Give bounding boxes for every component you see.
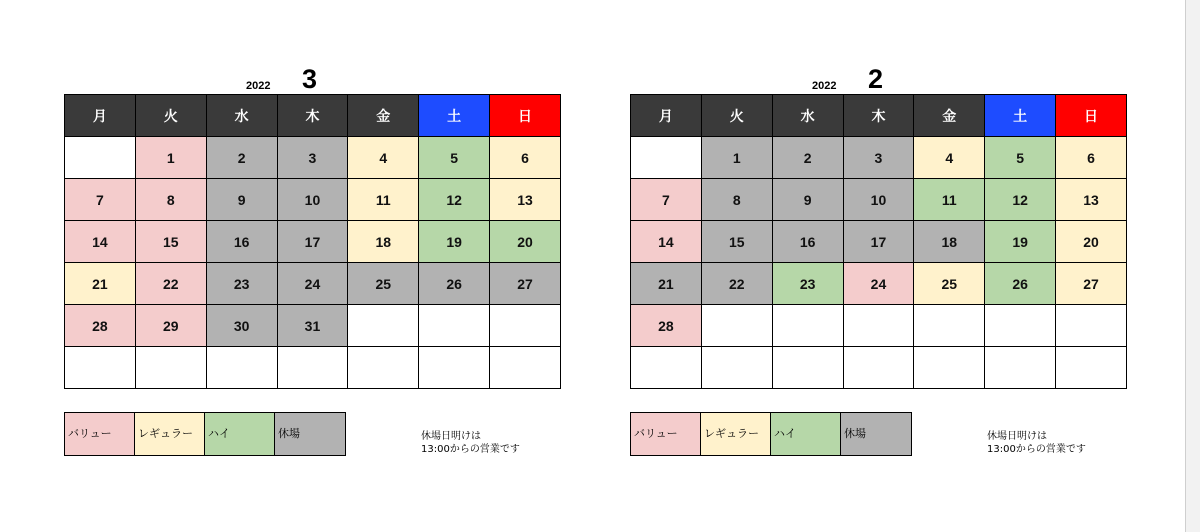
weekday-header: 火 [701, 95, 772, 137]
legend-value: バリュー [65, 413, 135, 455]
legend [630, 412, 912, 456]
week-row [631, 221, 1127, 263]
day-cell: 28 [65, 305, 136, 347]
day-cell: 21 [65, 263, 136, 305]
calendar-title [630, 58, 1127, 94]
weekday-header: 月 [65, 95, 136, 137]
day-cell: 10 [843, 179, 914, 221]
empty-day-cell [277, 347, 348, 389]
day-cell: 31 [277, 305, 348, 347]
calendar-march [64, 58, 561, 389]
day-cell: 8 [701, 179, 772, 221]
day-cell: 25 [348, 263, 419, 305]
note-line-2: 13:00からの営業です [421, 444, 520, 455]
day-cell: 26 [985, 263, 1056, 305]
week-row [65, 179, 561, 221]
empty-day-cell [65, 347, 136, 389]
legend-regular: レギュラー [135, 413, 205, 455]
empty-day-cell [985, 347, 1056, 389]
empty-day-cell [419, 347, 490, 389]
day-cell: 26 [419, 263, 490, 305]
weekday-header-row [65, 95, 561, 137]
day-cell: 17 [277, 221, 348, 263]
empty-day-cell [206, 347, 277, 389]
weekday-header-row [631, 95, 1127, 137]
calendar-body [65, 137, 561, 389]
day-cell: 22 [701, 263, 772, 305]
day-cell: 28 [631, 305, 702, 347]
legend-closed: 休場 [841, 413, 911, 455]
day-cell: 23 [206, 263, 277, 305]
week-row [65, 263, 561, 305]
day-cell: 11 [914, 179, 985, 221]
calendar-february [630, 58, 1127, 389]
day-cell: 2 [772, 137, 843, 179]
legend [64, 412, 346, 456]
day-cell: 6 [490, 137, 561, 179]
empty-day-cell [348, 305, 419, 347]
week-row [65, 221, 561, 263]
day-cell: 22 [135, 263, 206, 305]
day-cell: 17 [843, 221, 914, 263]
week-row [65, 137, 561, 179]
day-cell: 21 [631, 263, 702, 305]
week-row [631, 179, 1127, 221]
day-cell: 10 [277, 179, 348, 221]
empty-day-cell [914, 347, 985, 389]
day-cell: 5 [985, 137, 1056, 179]
weekday-header: 土 [985, 95, 1056, 137]
day-cell: 1 [701, 137, 772, 179]
weekday-header: 木 [843, 95, 914, 137]
calendar-grid [630, 94, 1127, 389]
day-cell: 29 [135, 305, 206, 347]
weekday-header: 火 [135, 95, 206, 137]
weekday-header: 水 [772, 95, 843, 137]
week-row [631, 137, 1127, 179]
day-cell: 18 [348, 221, 419, 263]
day-cell: 23 [772, 263, 843, 305]
day-cell: 2 [206, 137, 277, 179]
day-cell: 13 [490, 179, 561, 221]
day-cell: 7 [631, 179, 702, 221]
calendar-title [64, 58, 561, 94]
day-cell: 3 [277, 137, 348, 179]
empty-day-cell [490, 305, 561, 347]
weekday-header: 木 [277, 95, 348, 137]
week-row [65, 347, 561, 389]
legend-high: ハイ [771, 413, 841, 455]
empty-day-cell [1056, 347, 1127, 389]
empty-day-cell [843, 305, 914, 347]
day-cell: 1 [135, 137, 206, 179]
empty-day-cell [631, 347, 702, 389]
week-row [631, 305, 1127, 347]
day-cell: 14 [631, 221, 702, 263]
empty-day-cell [135, 347, 206, 389]
day-cell: 30 [206, 305, 277, 347]
calendar-month: 2 [868, 64, 884, 94]
empty-day-cell [701, 305, 772, 347]
calendar-grid [64, 94, 561, 389]
day-cell: 20 [1056, 221, 1127, 263]
legend-high: ハイ [205, 413, 275, 455]
calendar-body [631, 137, 1127, 389]
empty-day-cell [985, 305, 1056, 347]
calendar-month: 3 [302, 64, 318, 94]
note-line-2: 13:00からの営業です [987, 444, 1086, 455]
weekday-header: 日 [490, 95, 561, 137]
empty-day-cell [631, 137, 702, 179]
empty-day-cell [65, 137, 136, 179]
day-cell: 15 [135, 221, 206, 263]
day-cell: 24 [277, 263, 348, 305]
day-cell: 16 [772, 221, 843, 263]
day-cell: 14 [65, 221, 136, 263]
day-cell: 6 [1056, 137, 1127, 179]
day-cell: 16 [206, 221, 277, 263]
day-cell: 27 [1056, 263, 1127, 305]
empty-day-cell [419, 305, 490, 347]
day-cell: 12 [419, 179, 490, 221]
day-cell: 20 [490, 221, 561, 263]
day-cell: 9 [772, 179, 843, 221]
day-cell: 4 [348, 137, 419, 179]
day-cell: 25 [914, 263, 985, 305]
day-cell: 24 [843, 263, 914, 305]
day-cell: 11 [348, 179, 419, 221]
day-cell: 3 [843, 137, 914, 179]
weekday-header: 日 [1056, 95, 1127, 137]
day-cell: 18 [914, 221, 985, 263]
weekday-header: 土 [419, 95, 490, 137]
weekday-header: 月 [631, 95, 702, 137]
day-cell: 27 [490, 263, 561, 305]
empty-day-cell [490, 347, 561, 389]
weekday-header: 金 [914, 95, 985, 137]
day-cell: 19 [985, 221, 1056, 263]
empty-day-cell [1056, 305, 1127, 347]
day-cell: 5 [419, 137, 490, 179]
day-cell: 19 [419, 221, 490, 263]
empty-day-cell [772, 347, 843, 389]
calendar-year: 2022 [812, 80, 837, 92]
calendar-year: 2022 [246, 80, 271, 92]
week-row [631, 263, 1127, 305]
legend-value: バリュー [631, 413, 701, 455]
window-scrollbar-strip[interactable] [1185, 0, 1200, 532]
day-cell: 12 [985, 179, 1056, 221]
day-cell: 15 [701, 221, 772, 263]
day-cell: 8 [135, 179, 206, 221]
day-cell: 4 [914, 137, 985, 179]
legend-closed: 休場 [275, 413, 345, 455]
day-cell: 7 [65, 179, 136, 221]
weekday-header: 水 [206, 95, 277, 137]
week-row [631, 347, 1127, 389]
empty-day-cell [348, 347, 419, 389]
empty-day-cell [843, 347, 914, 389]
legend-regular: レギュラー [701, 413, 771, 455]
note-line-1: 休場日明けは [421, 431, 481, 442]
empty-day-cell [772, 305, 843, 347]
empty-day-cell [701, 347, 772, 389]
closing-day-note [987, 430, 1086, 456]
note-line-1: 休場日明けは [987, 431, 1047, 442]
day-cell: 9 [206, 179, 277, 221]
closing-day-note [421, 430, 520, 456]
empty-day-cell [914, 305, 985, 347]
day-cell: 13 [1056, 179, 1127, 221]
weekday-header: 金 [348, 95, 419, 137]
week-row [65, 305, 561, 347]
